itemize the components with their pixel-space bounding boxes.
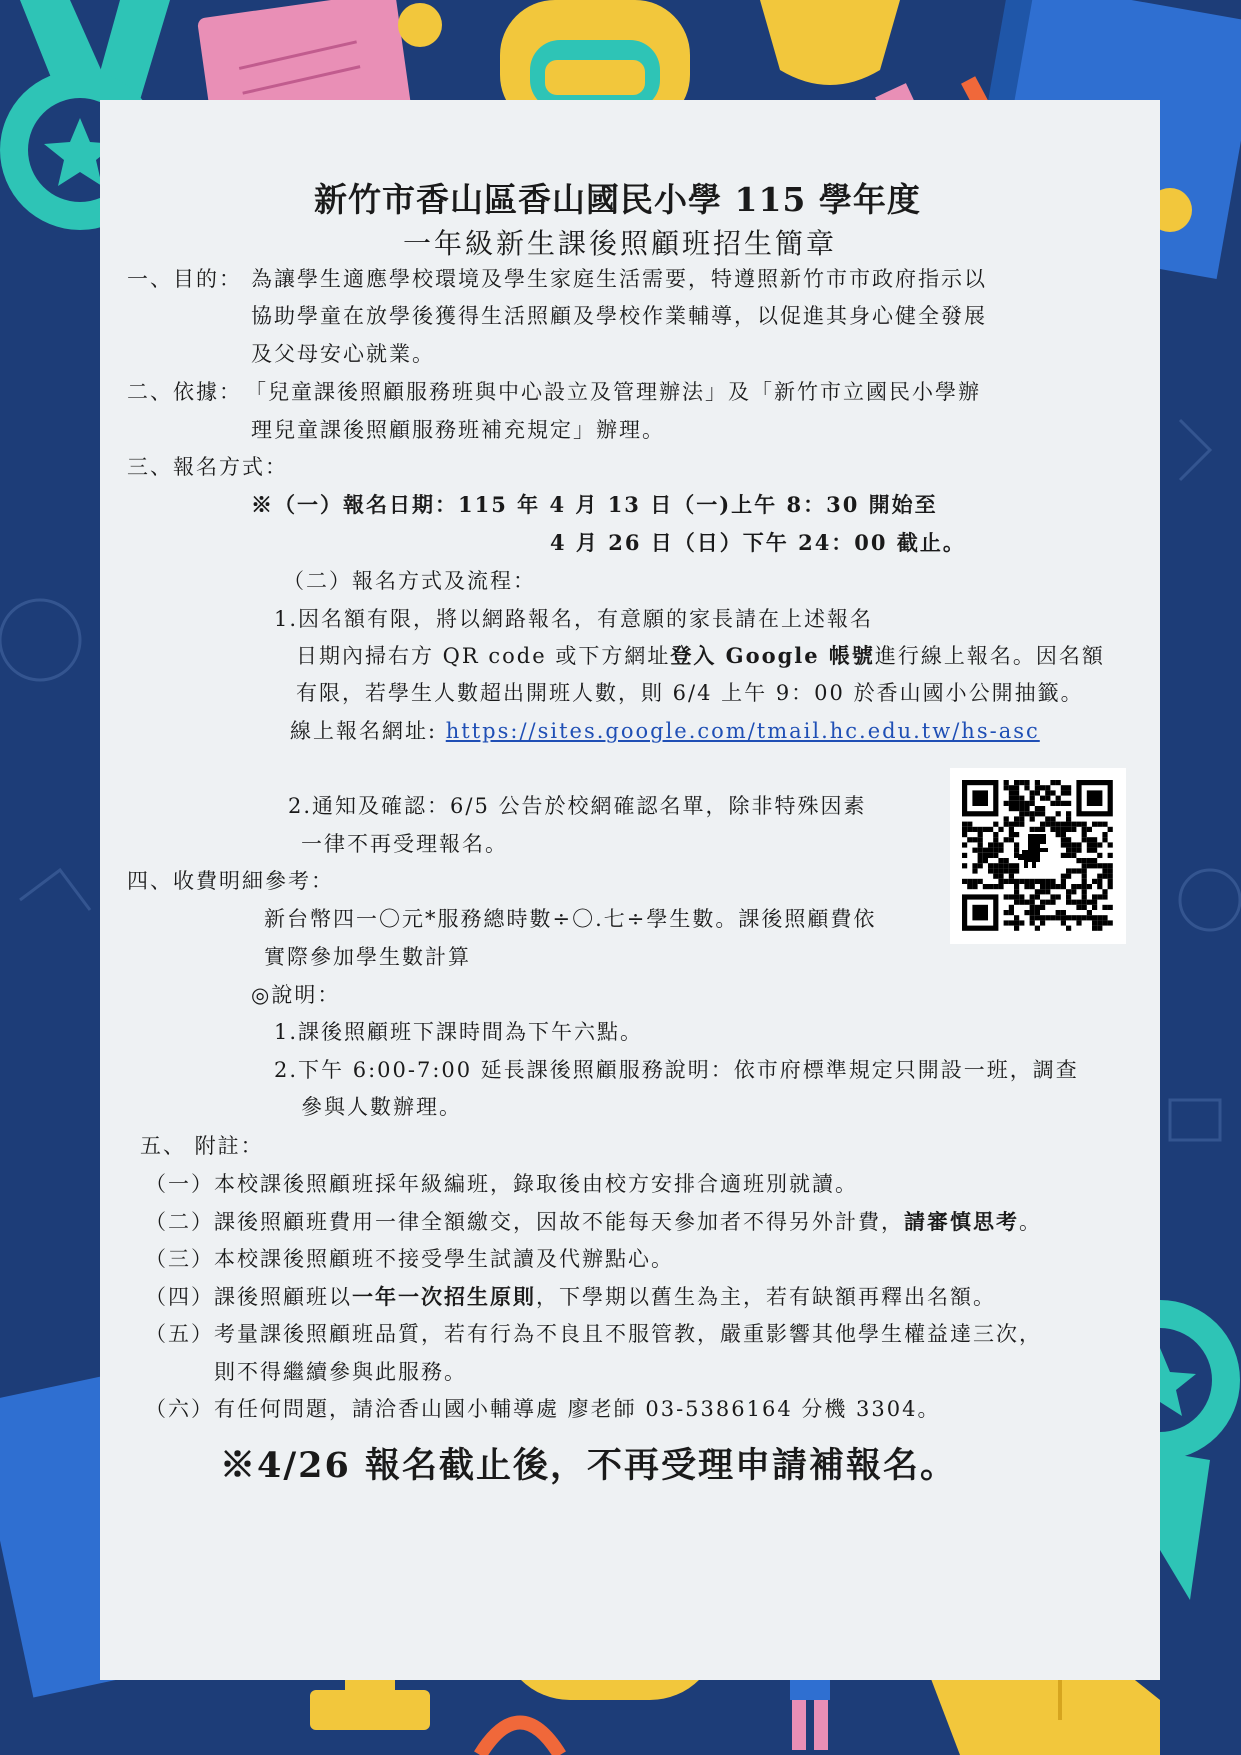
registration-url-row: [290, 715, 1040, 745]
fees-note-1: 1.課後照顧班下課時間為下午六點。: [274, 1020, 644, 1044]
registration-date-line-2: 4 月 26 日（日）下午 24：00 截止。: [550, 530, 966, 555]
note-1: （一）本校課後照顧班採年級編班，錄取後由校方安排合適班別就讀。: [145, 1172, 858, 1196]
registration-item-1-line-2: 日期內掃右方 QR code 或下方網址登入 Google 帳號進行線上報名。因名額: [296, 643, 1105, 668]
note-5: （五）考量課後照顧班品質，若有行為不良且不服管教，嚴重影響其他學生權益達三次，: [145, 1322, 1042, 1346]
section-basis-label: 二、依據：: [127, 380, 242, 404]
registration-url-link[interactable]: https://sites.google.com/tmail.hc.edu.tw/hs-asc: [445, 719, 1040, 743]
registration-item-1: 1.因名額有限，將以網路報名，有意願的家長請在上述報名: [274, 607, 874, 631]
section-fees-label: 四、收費明細參考：: [127, 869, 334, 893]
qr-code-image: [950, 768, 1126, 944]
section-purpose-label: 一、目的：: [127, 267, 242, 291]
fees-line-1: 新台幣四一〇元*服務總時數÷〇.七÷學生數。課後照顧費依: [264, 907, 877, 931]
section-registration-label: 三、報名方式：: [127, 455, 288, 479]
fees-line-2: 實際參加學生數計算: [264, 945, 471, 969]
section-purpose-line: 為讓學生適應學校環境及學生家庭生活需要，特遵照新竹市市政府指示以: [251, 267, 987, 291]
registration-item-2: 2.通知及確認：6/5 公告於校網確認名單，除非特殊因素: [288, 794, 867, 818]
section-notes-label: 五、 附註：: [140, 1134, 264, 1158]
section-basis-line: 「兒童課後照顧服務班與中心設立及管理辦法」及「新竹市立國民小學辦: [245, 380, 981, 404]
note-6: （六）有任何問題，請洽香山國小輔導處 廖老師 03-5386164 分機 3304。: [145, 1397, 941, 1421]
fees-note-2: 2.下午 6:00-7:00 延長課後照顧服務說明：依市府標準規定只開設一班，調查: [274, 1058, 1079, 1082]
title-line-2: 一年級新生課後照顧班招生簡章: [403, 227, 838, 260]
qr-code[interactable]: [950, 768, 1126, 944]
deadline-notice: ※4/26 報名截止後，不再受理申請補報名。: [220, 1445, 958, 1486]
section-basis-line: 理兒童課後照顧服務班補充規定」辦理。: [251, 418, 665, 442]
registration-item-1-line-3: 有限，若學生人數超出開班人數，則 6/4 上午 9：00 於香山國小公開抽籤。: [296, 681, 1084, 705]
registration-date-line-1: ※（一）報名日期：115 年 4 月 13 日（一)上午 8：30 開始至: [251, 492, 938, 517]
note-5-line-2: 則不得繼續參與此服務。: [214, 1360, 467, 1384]
registration-item-2-line-2: 一律不再受理報名。: [301, 832, 508, 856]
note-2: （二）課後照顧班費用一律全額繳交，因故不能每天參加者不得另外計費，請審慎思考。: [145, 1209, 1042, 1234]
fees-note-2-line-2: 參與人數辦理。: [301, 1095, 462, 1119]
section-purpose-line: 協助學童在放學後獲得生活照顧及學校作業輔導，以促進其身心健全發展: [251, 304, 987, 328]
registration-url-label: 線上報名網址:: [290, 719, 446, 743]
note-4: （四）課後照顧班以一年一次招生原則，下學期以舊生為主，若有缺額再釋出名額。: [145, 1284, 996, 1309]
section-purpose-line: 及父母安心就業。: [251, 342, 435, 366]
dinosaur-icon: [1018, 834, 1048, 868]
title-line-1: 新竹市香山區香山國民小學 115 學年度: [314, 180, 921, 219]
registration-process-label: （二）報名方式及流程：: [283, 569, 536, 593]
fees-note-label: ◎說明：: [251, 983, 341, 1007]
note-3: （三）本校課後照顧班不接受學生試讀及代辦點心。: [145, 1247, 674, 1271]
